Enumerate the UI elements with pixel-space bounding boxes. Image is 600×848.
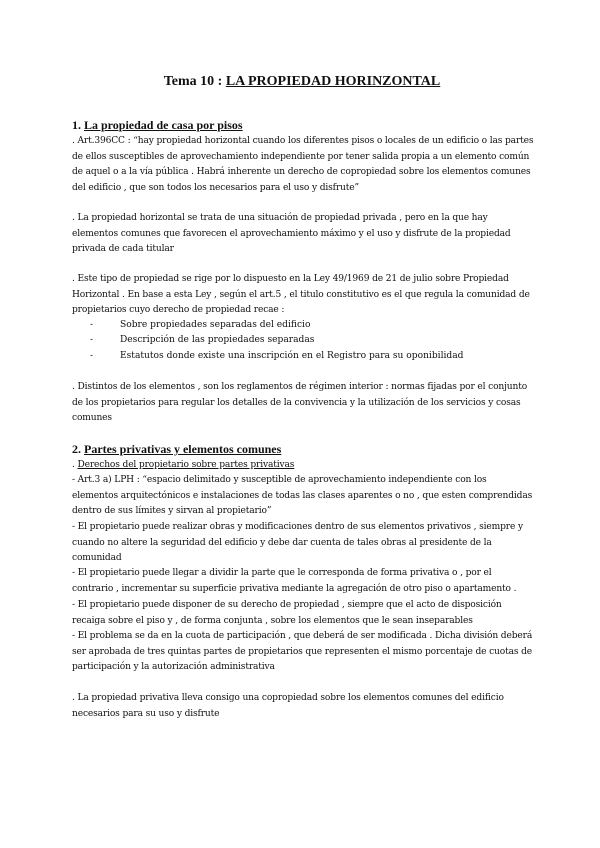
section-2-line-2: - El propietario puede realizar obras y modificaciones dentro de sus elementos privativos , siempre y cuando no altere la seguridad del edificio y debe dar cuenta de tales obras al presidente de la comunidad — [72, 522, 523, 564]
section-2-line-3: - El propietario puede llegar a dividir la parte que le corresponda de forma privativa o , por el contrario , incrementar su superficie privativa mediante la agregación de otro piso o apartamento . — [72, 568, 517, 594]
list-item: - Sobre propiedades separadas del edificio — [90, 320, 311, 330]
title-main: LA PROPIEDAD HORINZONTAL — [225, 74, 441, 89]
list-item: - Estatutos donde existe una inscripción en el Registro para su oponibilidad — [90, 350, 464, 361]
section-2-line-4: - El propietario puede disponer de su derecho de propiedad , siempre que el acto de disposición recaiga sobre el piso y , de forma conjunta , sobre los elementos que le sean inseparables — [72, 600, 502, 626]
section-1-paragraph-2: . La propiedad horizontal se trata de una situación de propiedad privada , pero en la que hay elementos comunes que favorecen el aprovechamiento máximo y el uso y disfrute de la propiedad privada de cada titular — [72, 213, 511, 255]
section-2-line-5: - El problema se da en la cuota de participación , que deberá de ser modificada . Dicha división deberá ser aprobada de tres quintas partes de propietarios que representen el mismo porcentaje de cuotas de participación y la autorización administrativa — [72, 631, 533, 673]
section-1-paragraph-3: . Este tipo de propiedad se rige por lo dispuesto en la Ley 49/1969 de 21 de julio sobre Propiedad Horizontal . En base a esta Ley , según el art.5 , el titulo constitutivo es el que regula la comunidad de propietarios cuyo derecho de propiedad recae : — [72, 274, 530, 316]
section-1-list — [72, 318, 463, 364]
title-prefix: Tema 10 : — [163, 74, 226, 89]
section-1-paragraph-4: . Distintos de los elementos , son los reglamentos de régimen interior : normas fijadas por el conjunto de los propietarios para regular los detalles de la convivencia y la utilización de los servicios y cosas comunes — [72, 382, 528, 424]
section-2-line-1: - Art.3 a) LPH : “espacio delimitado y susceptible de aprovechamiento independiente con los elementos arquitectónicos e instalaciones de todas las clases aparentes o no , que esten comprendidas dentro de sus límites y sirvan al propietario” — [72, 475, 533, 517]
section-2-paragraph-last: . La propiedad privativa lleva consigo una copropiedad sobre los elementos comunes del edificio necesarios para su uso y disfrute — [72, 693, 504, 719]
section-1-paragraph-1: . Art.396CC : “hay propiedad horizontal cuando los diferentes pisos o locales de un edificio o las partes de ellos susceptibles de aprovechamiento independiente por tener salida propia a un elemento común de aquel o a la vía pública . Habrá inherente un derecho de copropiedad sobre los elementos comunes del edificio , que son todos los necesarios para el uso y disfrute” — [72, 136, 534, 193]
list-item: - Descripción de las propiedades separadas — [90, 335, 315, 346]
section-2-subheading: . Derechos del propietario sobre partes privativas — [72, 460, 295, 470]
page-title — [72, 74, 532, 90]
section-2-heading: 2. Partes privativas y elementos comunes — [72, 442, 282, 456]
section-1-heading: 1. La propiedad de casa por pisos — [72, 118, 243, 132]
